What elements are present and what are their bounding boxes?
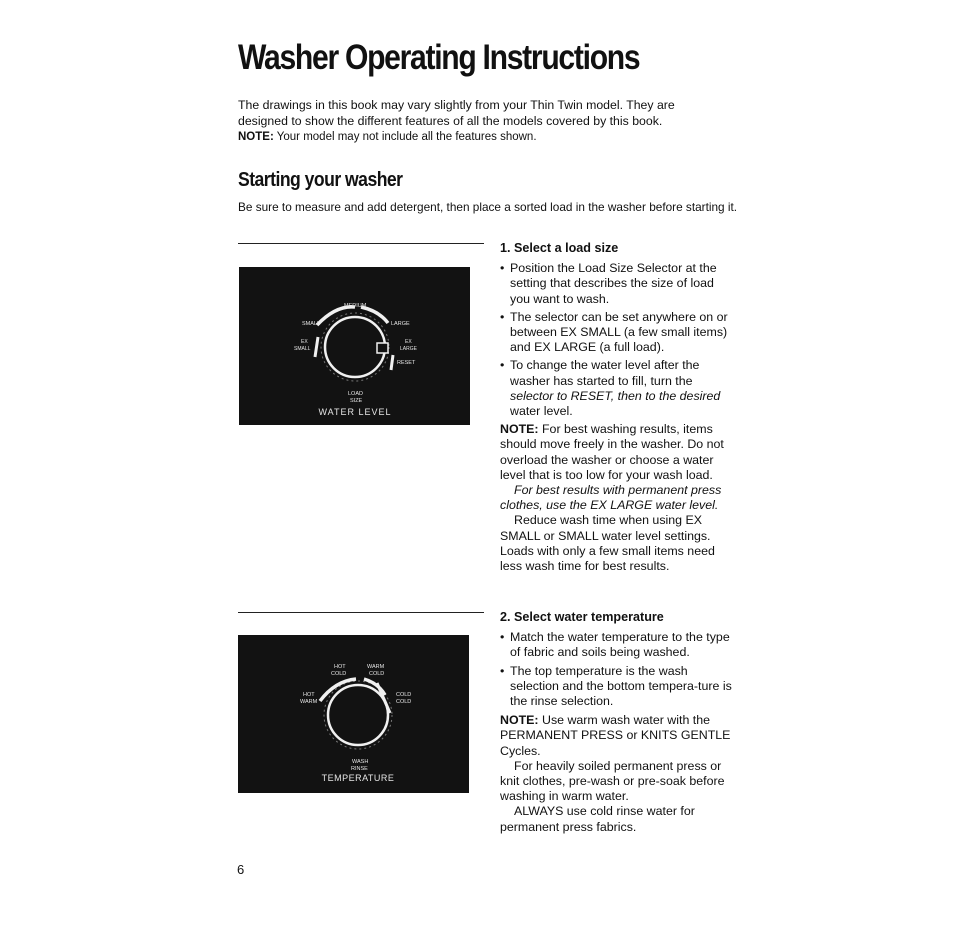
bullet-italic-text: selector to RESET, then to the desired <box>510 388 721 403</box>
rule-step1 <box>238 243 484 244</box>
label-large: LARGE <box>391 321 410 327</box>
section-intro: Be sure to measure and add detergent, then place a sorted load in the washer before starting it. <box>238 200 738 214</box>
step1-bullet <box>500 358 736 419</box>
label-warm-left: WARM <box>300 699 318 705</box>
step2-column <box>500 610 736 835</box>
label-water-level: WATER LEVEL <box>318 407 392 417</box>
note-label: NOTE: <box>500 422 539 437</box>
label-load: LOAD <box>348 391 363 397</box>
step2-para2: For heavily soiled permanent press or knit clothes, pre-wash or pre-soak before washing in warm water. <box>500 758 725 804</box>
section-heading: Starting your washer <box>238 169 403 191</box>
label-small: SMALL <box>302 321 321 327</box>
note-label: NOTE: <box>500 713 539 728</box>
step1-para2 <box>500 483 736 513</box>
load-size-knob <box>325 317 385 377</box>
temperature-dial-illustration <box>238 635 469 793</box>
label-ex-small-2: SMALL <box>294 346 311 352</box>
temperature-panel <box>238 635 469 793</box>
note-text: Use warm wash water with the PERMANENT PRESS or KNITS GENTLE Cycles. <box>500 713 731 758</box>
step2-para3: ALWAYS use cold rinse water for permanent press fabrics. <box>500 804 695 834</box>
step2-bullet: • The top temperature is the wash selection and the bottom tempera-ture is the rinse selection. <box>500 664 736 710</box>
label-cold-top2: COLD <box>369 671 385 677</box>
step2-note <box>500 713 736 759</box>
label-cold-top: COLD <box>331 671 347 677</box>
load-size-panel <box>239 267 470 425</box>
label-hot-left: HOT <box>303 692 315 698</box>
load-size-dial-illustration <box>239 267 470 425</box>
note-text: For best washing results, items should move freely in the washer. Do not overload the washer or choose a water level that is too low for your wash load. <box>500 422 724 482</box>
step1-heading: 1. Select a load size <box>500 241 619 255</box>
label-reset: RESET <box>397 360 416 366</box>
label-ex-large-2: LARGE <box>400 346 417 352</box>
intro-note <box>238 131 537 143</box>
label-ex-small-1: EX <box>301 339 308 345</box>
step1-column <box>500 241 736 574</box>
step1-bullets <box>500 261 736 419</box>
label-ex-large-1: EX <box>405 339 412 345</box>
label-medium: MEDIUM <box>344 303 367 309</box>
note-label: NOTE: <box>238 131 274 143</box>
label-temperature: TEMPERATURE <box>321 773 395 783</box>
step2-heading: 2. Select water temperature <box>500 610 664 624</box>
rule-step2 <box>238 612 484 613</box>
para2-text: For best results with permanent press clothes, use the EX LARGE water level. <box>500 483 722 513</box>
bullet-text: To change the water level after the washer has started to fill, turn the <box>510 358 700 388</box>
step1-note <box>500 422 736 483</box>
pointer-icon <box>377 343 388 353</box>
step1-bullet: • Position the Load Size Selector at the setting that describes the size of load you want to wash. <box>500 261 736 307</box>
page-title: Washer Operating Instructions <box>238 38 640 77</box>
label-cold-right: COLD <box>396 692 412 698</box>
label-warm-top: WARM <box>367 664 385 670</box>
label-rinse: RINSE <box>351 766 368 772</box>
step2-bullet: • Match the water temperature to the type of fabric and soils being washed. <box>500 630 736 660</box>
label-size: SIZE <box>350 398 363 404</box>
page-number: 6 <box>237 862 245 877</box>
step1-para3: Reduce wash time when using EX SMALL or SMALL water level settings. Loads with only a few small items need less wash time for best results. <box>500 513 715 574</box>
step2-bullets <box>500 630 736 709</box>
step1-bullet: • The selector can be set anywhere on or between EX SMALL (a few small items) and EX LARGE (a full load). <box>500 310 736 356</box>
bullet-end-text: water level. <box>510 404 573 419</box>
label-cold-right2: COLD <box>396 699 412 705</box>
note-text: Your model may not include all the features shown. <box>273 131 537 143</box>
intro-paragraph: The drawings in this book may vary slightly from your Thin Twin model. They are designed to show the different features of all the models covered by this book. <box>238 98 675 128</box>
temperature-knob <box>328 685 388 745</box>
label-wash: WASH <box>352 759 369 765</box>
label-hot-top: HOT <box>334 664 346 670</box>
